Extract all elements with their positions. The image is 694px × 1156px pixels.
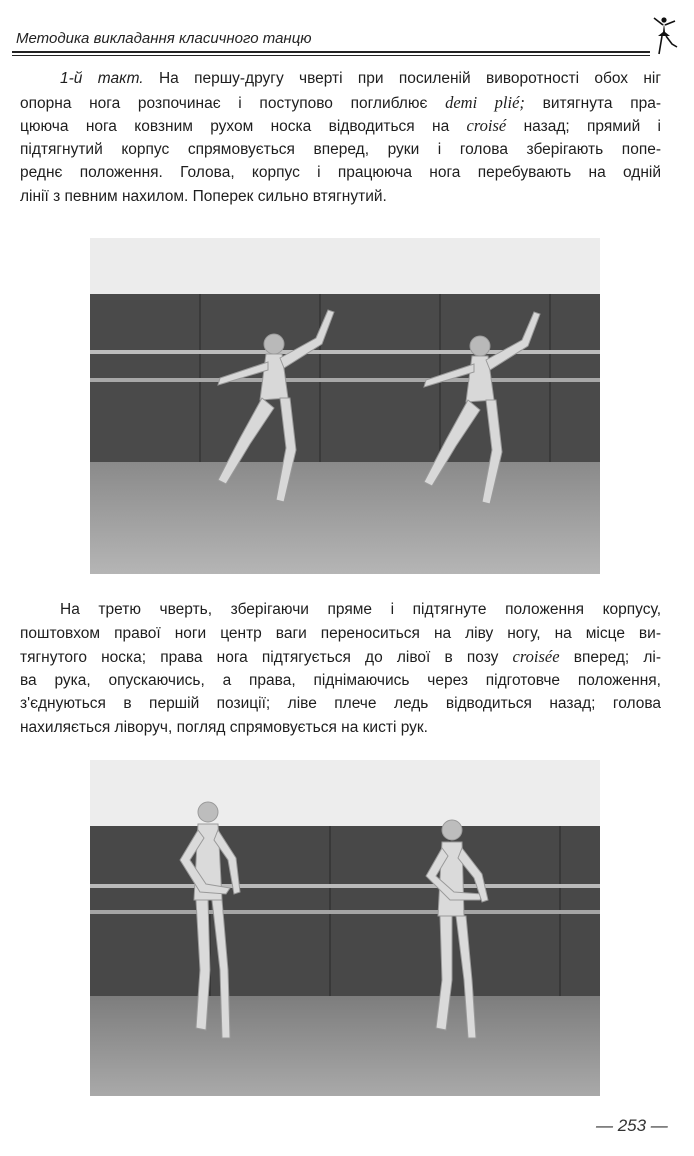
measure-label: 1-й такт. <box>60 70 144 87</box>
text-run: поштовхом правої ноги центр ваги переноситься на ліву ногу, на місце ви- <box>20 624 661 642</box>
text-run: витягнута пра- <box>524 94 661 112</box>
text-line <box>20 185 661 209</box>
paragraph-1 <box>20 67 661 208</box>
ballet-term: demi plié; <box>445 92 525 112</box>
text-run: лінії з певним нахилом. Поперек сильно втягнутий. <box>20 187 387 205</box>
two-dancers-lunge-photo <box>90 238 600 574</box>
text-run: ва рука, опускаючись, а права, піднімаючись через підготовче положення, <box>20 671 661 689</box>
header-title: Методика викладання класичного танцю <box>16 30 312 47</box>
text-run: з'єднуються в першій позиції; ліве плече ледь відводиться назад; голова <box>20 695 661 712</box>
ballet-term: croisée <box>512 647 560 666</box>
text-line <box>20 161 661 185</box>
text-line <box>20 669 661 693</box>
header-rule <box>12 51 650 53</box>
text-run: На третю чверть, зберігаючи пряме і підтягнуте положення корпусу, <box>60 601 661 618</box>
text-line <box>20 114 661 138</box>
text-line <box>20 645 661 669</box>
text-run: підтягнутий корпус спрямовується вперед, руки і голова зберігають попе- <box>20 140 661 158</box>
running-header <box>12 24 676 54</box>
text-run: опорна нога розпочинає і поступово поглиблює <box>20 94 446 112</box>
text-line <box>20 67 661 91</box>
ballet-dancer-icon <box>648 14 680 58</box>
text-run: нахиляється ліворуч, погляд спрямовується на кисті рук. <box>20 718 428 736</box>
text-run: назад; прямий і <box>506 118 662 135</box>
text-line <box>20 692 661 716</box>
text-run: вперед; лі- <box>559 649 662 666</box>
text-run: реднє положення. Голова, корпус і працююча нога перебувають на одній <box>20 164 661 181</box>
text-line <box>20 716 661 740</box>
text-run: На першу-другу чверті при посиленій виворотності обох ніг <box>143 70 661 87</box>
text-line <box>20 622 661 646</box>
two-dancers-standing-photo <box>90 760 600 1096</box>
header-rule-thin <box>12 55 650 56</box>
ballet-term: croisé <box>466 116 507 135</box>
paragraph-2 <box>20 598 661 739</box>
text-run: цююча нога ковзним рухом носка відводиться на <box>20 118 467 135</box>
text-line <box>20 598 661 622</box>
text-run: тягнутого носка; права нога підтягується до лівої в позу <box>20 649 513 666</box>
page-number: — 253 — <box>596 1116 668 1135</box>
text-line <box>20 138 661 162</box>
text-line <box>20 91 661 115</box>
